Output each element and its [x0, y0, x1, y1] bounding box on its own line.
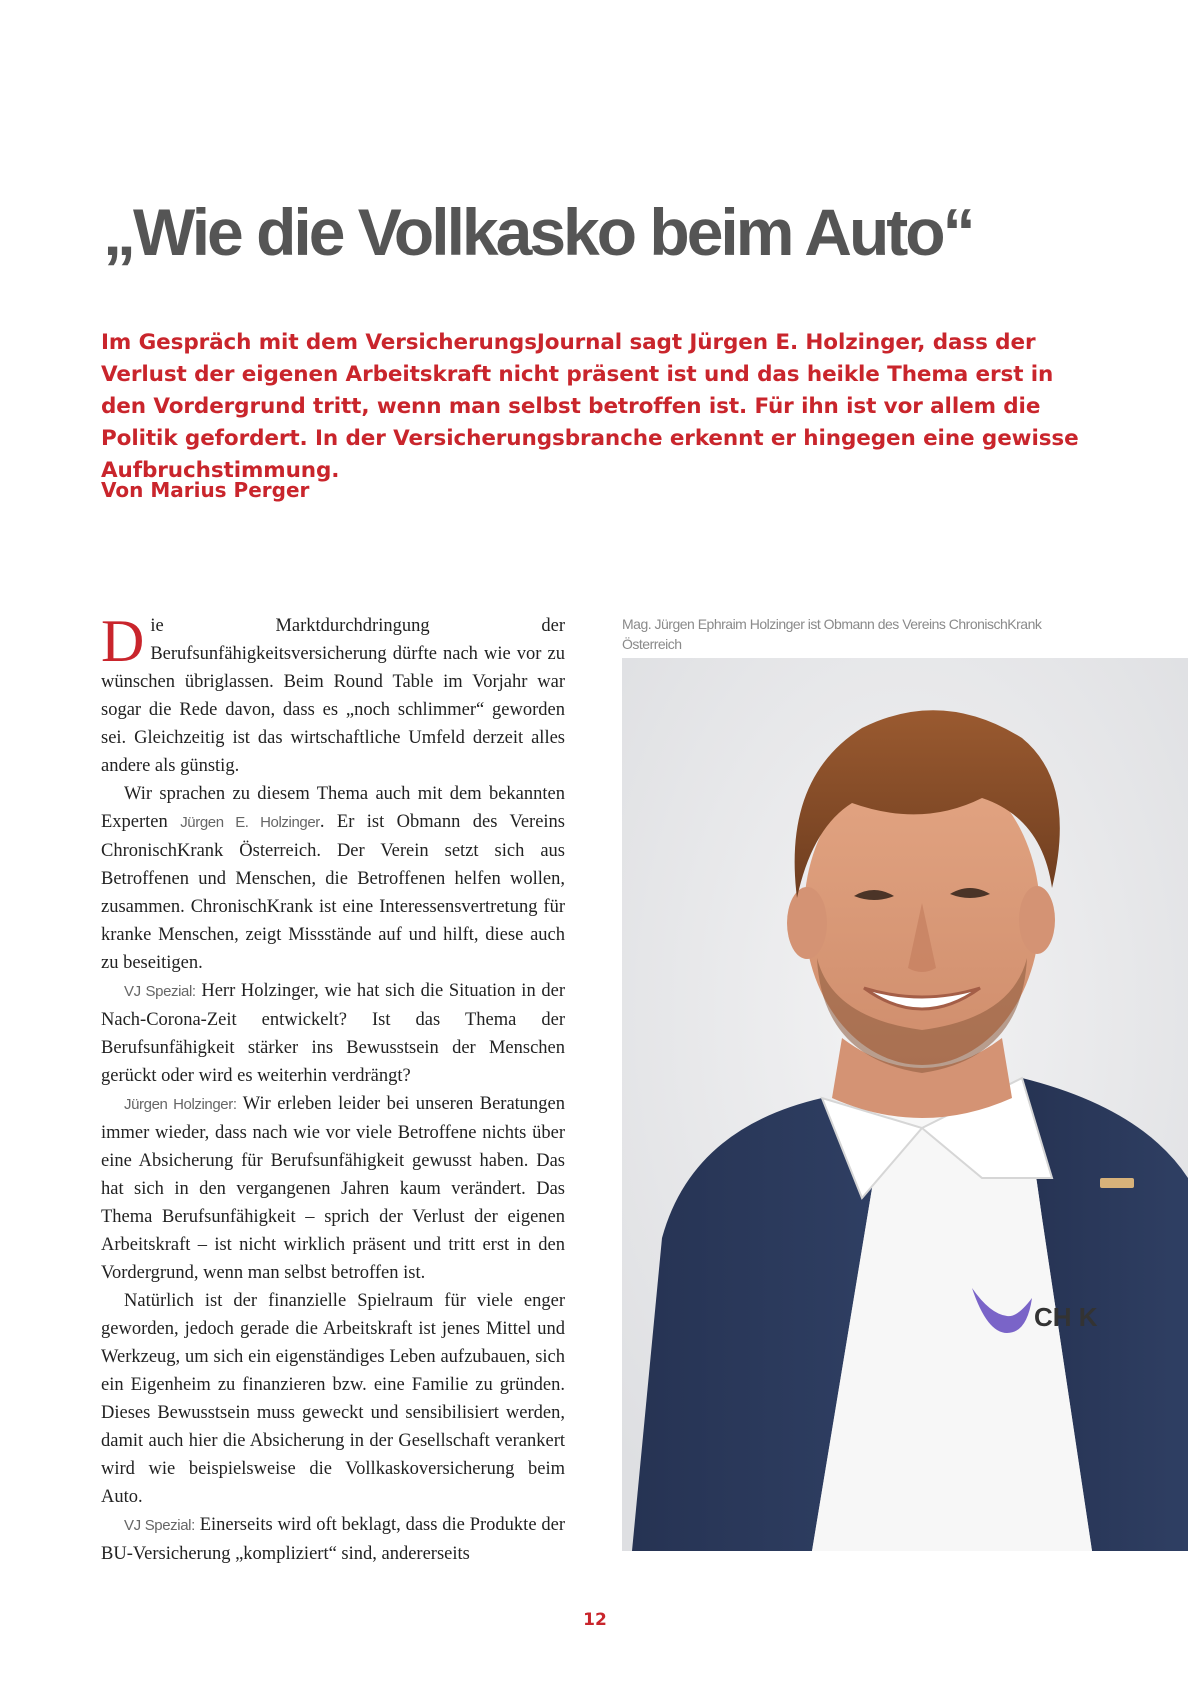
- paragraph-answer-cont: Natürlich ist der finanzielle Spielraum für viele enger geworden, jedoch gerade die Arbeitskraft ist jenes Mittel und Werkzeug, um sich ein eigenständiges Leben aufzubauen, sich ein Eigenheim zu finanzieren bzw. eine Familie zu gründen. Dieses Bewusstsein muss geweckt und sensibilisiert werden, damit auch hier die Absicherung in der Gesellschaft verankert wird wie beispielsweise die Vollkaskoversicherung beim Auto.: [101, 1291, 565, 1507]
- question-2: [101, 1511, 565, 1568]
- article-body: [101, 608, 566, 1568]
- answer-text: Wir erleben leider bei unseren Beratungen immer wieder, dass nach wie vor viele Betroffene nichts über eine Absicherung für Berufsunfähigkeit gewusst haben. Das hat sich in den vergangenen Jahren kaum verändert. Das Thema Berufsunfähigkeit – sprich der Verlust der eigenen Arbeitskraft – ist nicht wirklich präsent und tritt erst in den Vordergrund, wenn man selbst betroffen ist.: [101, 1094, 566, 1283]
- article-byline: Von Marius Perger: [101, 478, 310, 502]
- paragraph-text: Wir sprachen zu diesem Thema auch mit dem bekannten Experten: [101, 784, 565, 832]
- article-title: „Wie die Vollkasko beim Auto“: [103, 195, 973, 269]
- paragraph-text: . Er ist Obmann des Vereins ChronischKrank Österreich. Der Verein setzt sich aus Betroffenen und Menschen, die Betroffenen helfen wollen, zusammen. ChronischKrank ist eine Interessensvertretung für kranke Menschen, zeigt Missstände auf und hilft, diese auch zu beseitigen.: [101, 812, 565, 973]
- paragraph-text: ie Marktdurchdringung der Berufsunfähigkeitsversicherung dürfte nach wie vor zu wünschen übriglassen. Beim Round Table im Vorjahr war sogar die Rede davon, dass es „noch schlimmer“ geworden sei. Gleichzeitig ist das wirtschaftliche Umfeld derzeit alles andere als günstig.: [101, 616, 565, 776]
- drop-cap: D: [101, 608, 145, 674]
- question-text: Herr Holzinger, wie hat sich die Situation in der Nach-Corona-Zeit entwickelt? Ist das Thema der Berufsunfähigkeit stärker ins Bewusstsein der Menschen gerückt oder wird es weiterhin verdrängt?: [101, 981, 565, 1086]
- jacket-pin: [1100, 1178, 1134, 1188]
- speaker-label: VJ Spezial:: [124, 983, 196, 1000]
- paragraph-intro: [101, 608, 565, 780]
- ear-right: [1019, 886, 1055, 954]
- shirt-logo-text: CH K: [1034, 1302, 1098, 1332]
- paragraph-expert: [101, 780, 565, 977]
- question-text: Einerseits wird oft beklagt, dass die Produkte der BU-Versicherung „kompliziert“ sind, andererseits: [101, 1515, 565, 1564]
- portrait-photo: [622, 658, 1188, 1551]
- page-number: 12: [583, 1610, 607, 1630]
- expert-name: Jürgen E. Holzinger: [180, 814, 320, 831]
- ear-left: [787, 887, 827, 959]
- article-lead: Im Gespräch mit dem VersicherungsJournal sagt Jürgen E. Holzinger, dass der Verlust der eigenen Arbeitskraft nicht präsent ist und das heikle Thema erst in den Vordergrund tritt, wenn man selbst betroffen ist. Für ihn ist vor allem die Politik gefordert. In der Versicherungsbranche erkennt er hingegen eine gewisse Aufbruchstimmung.: [101, 330, 1079, 483]
- speaker-label: Jürgen Holzinger:: [124, 1096, 237, 1113]
- speaker-label: VJ Spezial:: [124, 1517, 195, 1534]
- photo-caption: Mag. Jürgen Ephraim Holzinger ist Obmann des Vereins ChronischKrank Österreich: [622, 616, 1042, 652]
- answer-1: [101, 1090, 565, 1287]
- question-1: [101, 977, 565, 1090]
